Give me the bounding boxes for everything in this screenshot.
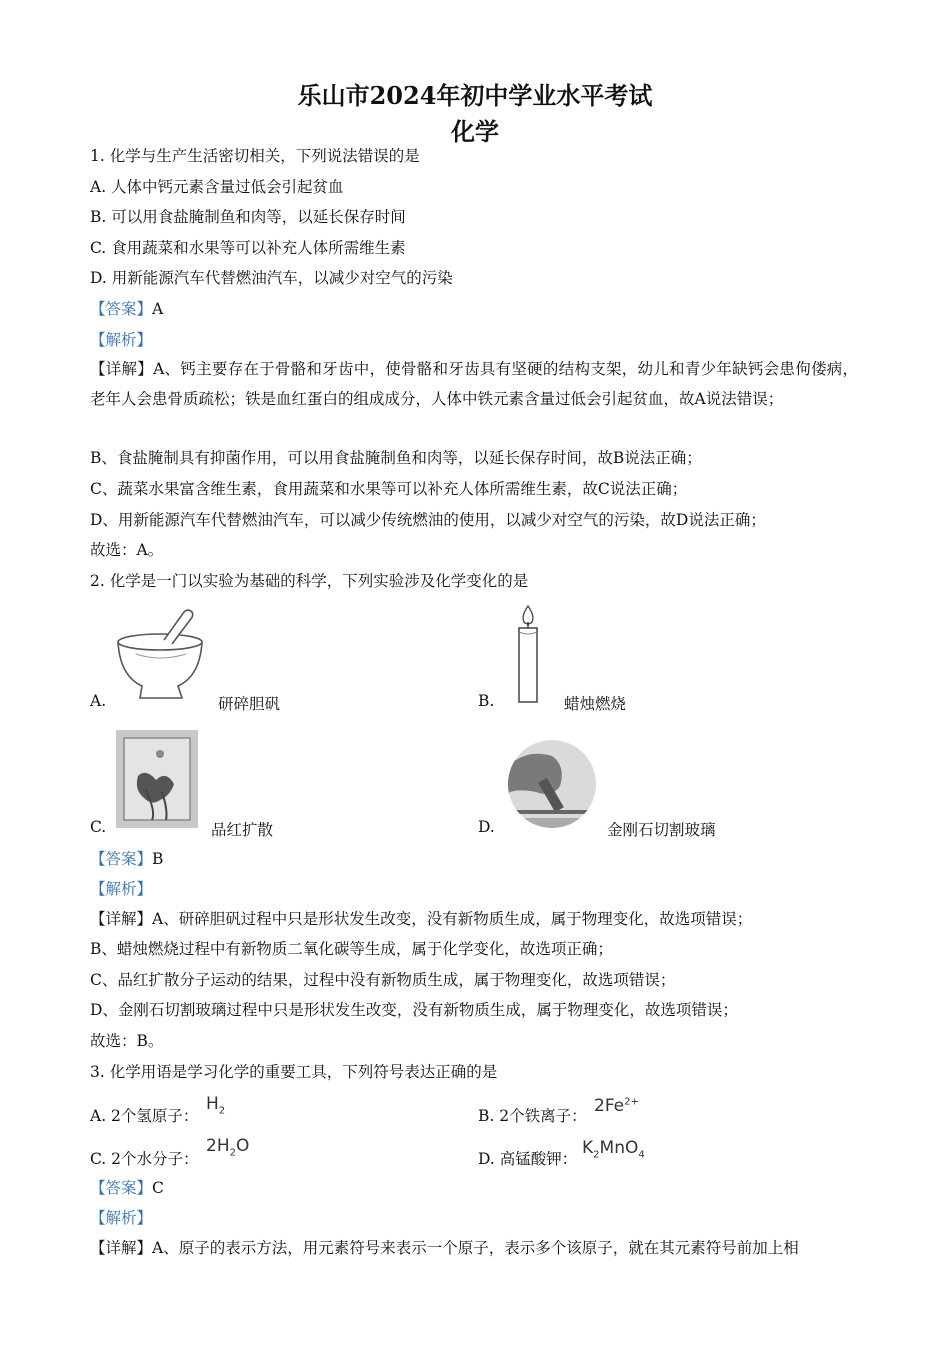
q2-conclusion: 故选：B。 — [90, 1032, 164, 1050]
q1-conclusion: 故选：A。 — [90, 541, 164, 559]
answer-value: B — [152, 850, 164, 868]
q2-detail-c: C、品红扩散分子运动的结果，过程中没有新物质生成，属于物理变化，故选项错误； — [90, 971, 676, 989]
q3-stem: 3. 化学用语是学习化学的重要工具，下列符号表达正确的是 — [90, 1063, 498, 1081]
q3-option-d: D. 高锰酸钾： — [478, 1150, 578, 1168]
q2-option-d-label: 金刚石切割玻璃 — [607, 821, 716, 839]
q2-answer — [90, 849, 163, 869]
q1-detail-c: C、蔬菜水果富含维生素，食用蔬菜和水果等可以补充人体所需维生素，故C说法正确； — [90, 480, 688, 498]
q3-analysis-tag: 【解析】 — [90, 1209, 153, 1227]
formula-h2: $H_2$ — [206, 1094, 226, 1117]
q1-option-d: D. 用新能源汽车代替燃油汽车，以减少对空气的污染 — [90, 269, 453, 287]
q2-detail-d: D、金刚石切割玻璃过程中只是形状发生改变，没有新物质生成，属于物理变化，故选项错误； — [90, 1001, 738, 1019]
detail-tag: 【详解】 — [90, 1239, 153, 1257]
answer-value: C — [152, 1179, 164, 1197]
q3-option-b: B. 2个铁离子： — [478, 1107, 587, 1125]
q1-analysis-tag: 【解析】 — [90, 331, 153, 349]
q2-option-c-letter: C. — [90, 818, 107, 836]
diamond-cutting-glass-image — [506, 738, 598, 830]
q3-answer — [90, 1178, 164, 1198]
q1-detail-d: D、用新能源汽车代替燃油汽车，可以减少传统燃油的使用，以减少对空气的污染，故D说法正确； — [90, 511, 766, 529]
mortar-pestle-image — [112, 606, 208, 702]
detail-text: A、钙主要存在于骨骼和牙齿中，使骨骼和牙齿具有坚硬的结构支架，幼儿和青少年缺钙会患佝偻病，老年人会患骨质疏松；铁是血红蛋白的组成成分，人体中铁元素含量过低会引起贫血，故A说法错误； — [90, 360, 858, 408]
answer-tag: 【答案】 — [90, 850, 153, 868]
q2-option-b-label: 蜡烛燃烧 — [564, 695, 627, 713]
page-title: 乐山市2024年初中学业水平考试 — [297, 81, 653, 110]
formula-k2mno4: $K_2MnO_4$ — [582, 1138, 645, 1161]
q1-option-c: C. 食用蔬菜和水果等可以补充人体所需维生素 — [90, 239, 406, 257]
q2-option-a-letter: A. — [90, 692, 107, 710]
candle-image — [508, 602, 548, 706]
answer-tag: 【答案】 — [90, 1179, 153, 1197]
q2-stem: 2. 化学是一门以实验为基础的科学，下列实验涉及化学变化的是 — [90, 572, 529, 590]
q1-detail-b: B、食盐腌制具有抑菌作用，可以用食盐腌制鱼和肉等，以延长保存时间，故B说法正确； — [90, 449, 702, 467]
q3-detail-a — [90, 1238, 799, 1258]
q1-detail-a — [90, 354, 858, 414]
q2-option-d-letter: D. — [478, 818, 495, 836]
q1-answer — [90, 299, 163, 319]
answer-tag: 【答案】 — [90, 300, 153, 318]
q3-option-a: A. 2个氢原子： — [90, 1107, 199, 1125]
q2-option-c-label: 品红扩散 — [211, 821, 274, 839]
subject-title: 化学 — [451, 117, 499, 146]
answer-value: A — [152, 300, 164, 318]
formula-2h2o: $2H_2O$ — [206, 1136, 250, 1159]
detail-tag: 【详解】 — [90, 360, 154, 378]
q2-option-b-letter: B. — [478, 692, 495, 710]
q1-stem: 1. 化学与生产生活密切相关，下列说法错误的是 — [90, 147, 420, 165]
q2-analysis-tag: 【解析】 — [90, 880, 153, 898]
q1-option-a: A. 人体中钙元素含量过低会引起贫血 — [90, 178, 344, 196]
q2-option-a-label: 研碎胆矾 — [218, 695, 281, 713]
formula-2fe2plus: $2Fe^{2+}$ — [594, 1096, 639, 1116]
detail-tag: 【详解】 — [90, 910, 153, 928]
q2-detail-a — [90, 909, 752, 929]
detail-text: A、原子的表示方法，用元素符号来表示一个原子，表示多个该原子，就在其元素符号前加上相 — [152, 1239, 799, 1257]
q2-detail-b: B、蜡烛燃烧过程中有新物质二氧化碳等生成，属于化学变化，故选项正确； — [90, 940, 613, 958]
detail-text: A、研碎胆矾过程中只是形状发生改变，没有新物质生成，属于物理变化，故选项错误； — [152, 910, 753, 928]
q1-option-b: B. 可以用食盐腌制鱼和肉等，以延长保存时间 — [90, 208, 406, 226]
beaker-diffusion-image — [116, 730, 198, 828]
q3-option-c: C. 2个水分子： — [90, 1150, 199, 1168]
